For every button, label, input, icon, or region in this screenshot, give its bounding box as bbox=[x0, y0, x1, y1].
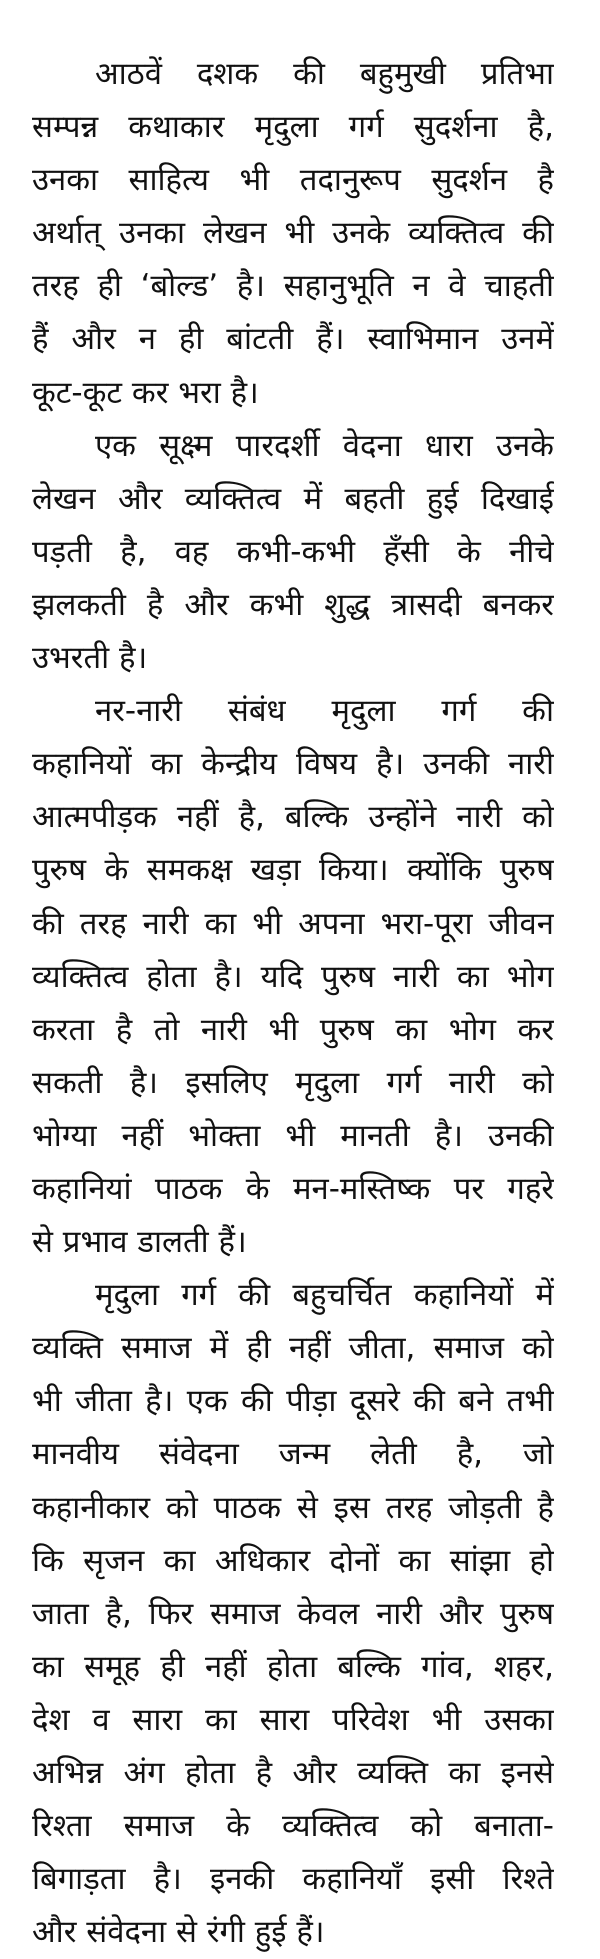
text-line: जाता है, फिर समाज केवल नारी और पुरुष bbox=[32, 1595, 554, 1632]
paragraph bbox=[32, 48, 554, 420]
text-line: अभिन्न अंग होता है और व्यक्ति का इनसे bbox=[32, 1755, 554, 1791]
text-line: कहानीकार को पाठक से इस तरह जोड़ती है bbox=[32, 1489, 554, 1526]
text-line: बिगाड़ता है। इनकी कहानियाँ इसी रिश्ते bbox=[32, 1861, 554, 1898]
text-line: उभरती है। bbox=[32, 640, 148, 677]
text-line: अर्थात् उनका लेखन भी उनके व्यक्तित्व की bbox=[32, 215, 554, 252]
text-line: पुरुष के समकक्ष खड़ा किया। क्योंकि पुरुष bbox=[32, 852, 554, 889]
text-line: नर-नारी संबंध मृदुला गर्ग की bbox=[95, 693, 554, 730]
text-line: हैं और न ही बांटती हैं। स्वाभिमान उनमें bbox=[32, 321, 554, 358]
text-line: आठवें दशक की बहुमुखी प्रतिभा bbox=[95, 56, 554, 92]
text-line: देश व सारा का सारा परिवेश भी उसका bbox=[32, 1701, 554, 1738]
text-line: व्यक्ति समाज में ही नहीं जीता, समाज को bbox=[32, 1330, 554, 1367]
text-line: कूट-कूट कर भरा है। bbox=[32, 374, 259, 411]
text-line: उनका साहित्य भी तदानुरूप सुदर्शन है bbox=[32, 162, 554, 199]
paragraph bbox=[32, 1269, 554, 1959]
text-line: पड़ती है, वह कभी-कभी हँसी के नीचे bbox=[32, 533, 554, 570]
text-line: तरह ही ‘बोल्ड’ है। सहानुभूति न वे चाहती bbox=[32, 268, 554, 305]
text-line: रिश्ता समाज के व्यक्तित्व को बनाता- bbox=[32, 1808, 554, 1845]
text-line: कहानियां पाठक के मन-मस्तिष्क पर गहरे bbox=[32, 1170, 554, 1207]
text-line: कहानियों का केन्द्रीय विषय है। उनकी नारी bbox=[32, 746, 554, 783]
text-line: की तरह नारी का भी अपना भरा-पूरा जीवन bbox=[32, 905, 554, 942]
text-line: सकती है। इसलिए मृदुला गर्ग नारी को bbox=[32, 1064, 554, 1101]
text-line: झलकती है और कभी शुद्ध त्रासदी बनकर bbox=[32, 586, 554, 623]
text-line: सम्पन्न कथाकार मृदुला गर्ग सुदर्शना है, bbox=[32, 109, 554, 146]
text-line: लेखन और व्यक्तित्व में बहती हुई दिखाई bbox=[32, 480, 554, 517]
text-line: का समूह ही नहीं होता बल्कि गांव, शहर, bbox=[32, 1648, 554, 1685]
text-line: मृदुला गर्ग की बहुचर्चित कहानियों में bbox=[95, 1277, 554, 1314]
paragraph bbox=[32, 685, 554, 1269]
text-line: एक सूक्ष्म पारदर्शी वेदना धारा उनके bbox=[95, 427, 554, 464]
text-line: और संवेदना से रंगी हुई हैं। bbox=[32, 1914, 325, 1951]
paragraph bbox=[32, 420, 554, 685]
text-line: व्यक्तित्व होता है। यदि पुरुष नारी का भोग bbox=[32, 958, 554, 995]
text-line: से प्रभाव डालती हैं। bbox=[32, 1224, 247, 1261]
text-line: भी जीता है। एक की पीड़ा दूसरे की बने तभी bbox=[32, 1383, 554, 1420]
text-line: कि सृजन का अधिकार दोनों का सांझा हो bbox=[32, 1542, 554, 1579]
document-page bbox=[32, 48, 554, 1959]
text-line: भोग्या नहीं भोक्ता भी मानती है। उनकी bbox=[32, 1117, 554, 1154]
text-line: आत्मपीड़क नहीं है, बल्कि उन्होंने नारी को bbox=[32, 799, 554, 836]
text-line: मानवीय संवेदना जन्म लेती है, जो bbox=[32, 1436, 554, 1473]
text-line: करता है तो नारी भी पुरुष का भोग कर bbox=[32, 1011, 554, 1048]
